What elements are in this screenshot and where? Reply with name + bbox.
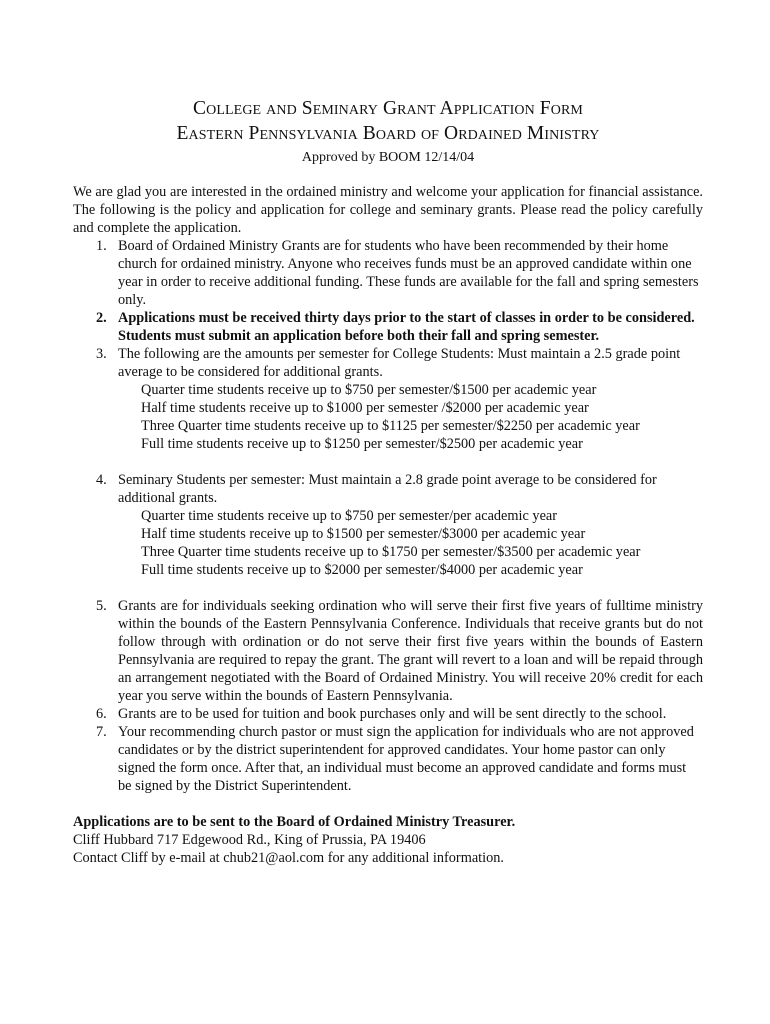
seminary-amount-line: Three Quarter time students receive up to $1750 per semester/$3500 per academic year (141, 544, 641, 560)
policy-list (73, 237, 703, 795)
item-text: Your recommending church pastor or must sign the application for individuals who are not approved candidates or by the district superintendent for approved candidates. Your home pastor can only signed the form once. After that, an individual must become an approved candidate and forms must be signed by the District Superintendent. (118, 724, 694, 794)
item-number: 3. (96, 346, 107, 362)
seminary-amount-line: Full time students receive up to $2000 per semester/$4000 per academic year (141, 562, 583, 578)
item-text: The following are the amounts per semester for College Students: Must maintain a 2.5 grade point average to be considered for additional grants. (118, 346, 681, 380)
form-title (73, 96, 703, 146)
intro-paragraph: We are glad you are interested in the ordained ministry and welcome your application for financial assistance. The following is the policy and application for college and seminary grants. Please read the policy carefully and complete the application. (73, 184, 703, 236)
seminary-amount-line: Half time students receive up to $1500 per semester/$3000 per academic year (141, 526, 586, 542)
college-amount-line: Full time students receive up to $1250 per semester/$2500 per academic year (141, 436, 583, 452)
item-number: 4. (96, 472, 107, 488)
send-to-line: Applications are to be sent to the Board of Ordained Ministry Treasurer. (73, 814, 516, 830)
policy-item-7 (73, 723, 703, 795)
policy-item-6 (73, 705, 703, 723)
item-number: 5. (96, 598, 107, 614)
policy-item-5 (73, 597, 703, 705)
item-number: 1. (96, 238, 107, 254)
college-amount-line: Three Quarter time students receive up to $1125 per semester/$2250 per academic year (141, 418, 640, 434)
item-text: Board of Ordained Ministry Grants are for students who have been recommended by their home church for ordained ministry. Anyone who receives funds must be an approved candidate within one year in order to receive additional funding. These funds are available for the fall and spring semesters only. (118, 238, 699, 308)
item-text: Grants are for individuals seeking ordination who will serve their first five years of fulltime ministry within the bounds of the Eastern Pennsylvania Conference. Individuals that receive grants but do not follow through with ordination or do not serve their first five years within the bounds of Eastern Pennsylvania are required to repay the grant. The grant will revert to a loan and will be repaid through an arrangement negotiated with the Board of Ordained Ministry. You will receive 20% credit for each year you serve within the bounds of Eastern Pennsylvania. (118, 598, 703, 704)
policy-item-4 (73, 471, 703, 579)
college-amount-line: Quarter time students receive up to $750 per semester/$1500 per academic year (141, 382, 597, 398)
item-number: 7. (96, 724, 107, 740)
policy-item-2 (73, 309, 703, 345)
policy-item-1 (73, 237, 703, 309)
document-page (73, 96, 703, 867)
footer-contact (73, 813, 703, 867)
item-text: Seminary Students per semester: Must maintain a 2.8 grade point average to be considered for additional grants. (118, 472, 657, 506)
college-amount-line: Half time students receive up to $1000 per semester /$2000 per academic year (141, 400, 589, 416)
seminary-amount-line: Quarter time students receive up to $750 per semester/per academic year (141, 508, 558, 524)
item-text: Applications must be received thirty days prior to the start of classes in order to be considered. Students must submit an application before both their fall and spring semester. (118, 310, 695, 344)
contact-line: Contact Cliff by e-mail at chub21@aol.com for any additional information. (73, 850, 504, 866)
item-text: Grants are to be used for tuition and book purchases only and will be sent directly to the school. (118, 706, 667, 722)
address-line: Cliff Hubbard 717 Edgewood Rd., King of Prussia, PA 19406 (73, 832, 426, 848)
policy-item-3 (73, 345, 703, 453)
title-line-1: College and Seminary Grant Application Form (193, 98, 583, 119)
item-number: 2. (96, 310, 107, 326)
approved-note: Approved by BOOM 12/14/04 (301, 150, 475, 165)
title-line-2: Eastern Pennsylvania Board of Ordained Ministry (176, 123, 600, 144)
item-number: 6. (96, 706, 107, 722)
